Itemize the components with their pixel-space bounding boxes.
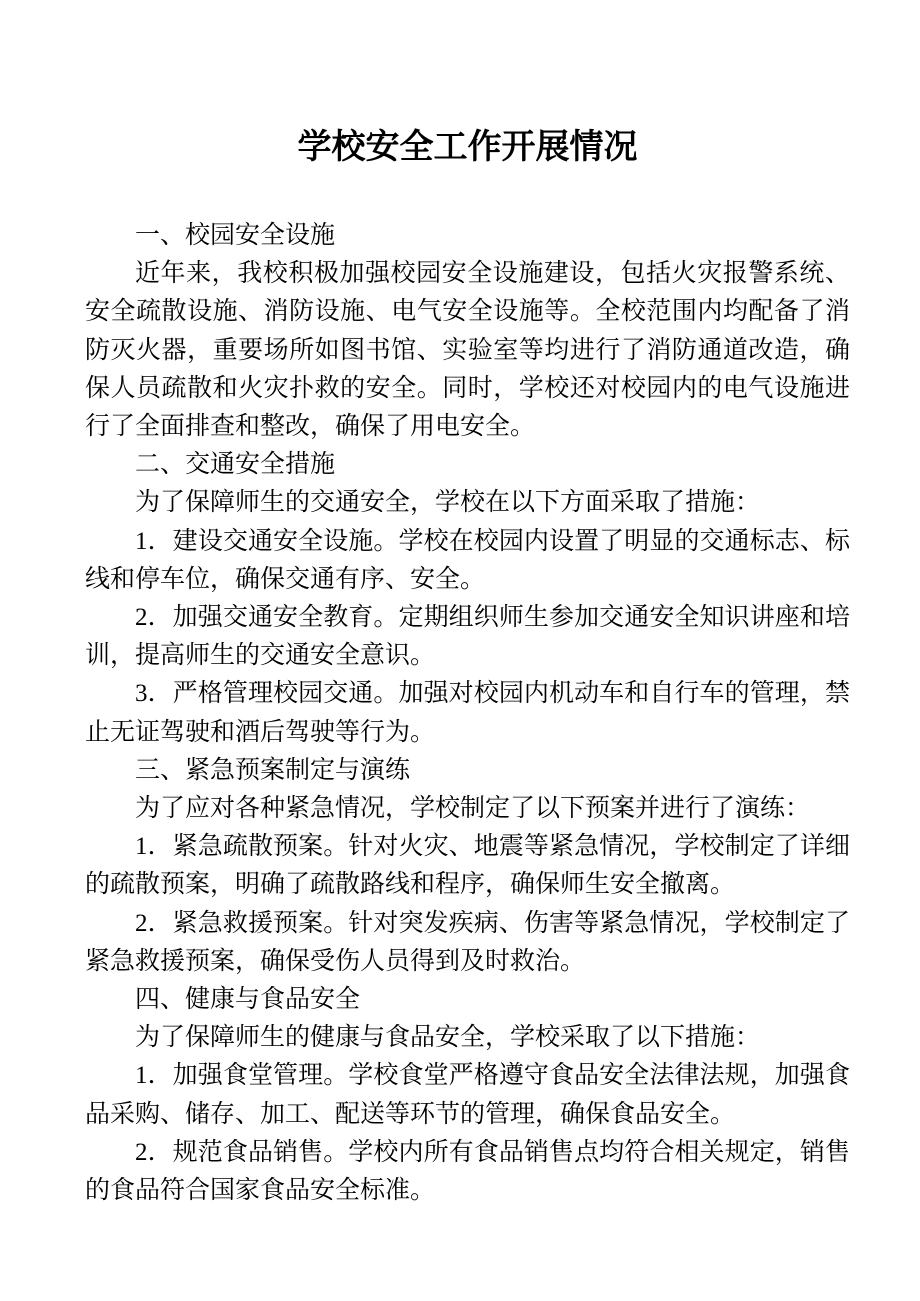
paragraph: 2．规范食品销售。学校内所有食品销售点均符合相关规定，销售的食品符合国家食品安全标准。 [85, 1138, 850, 1205]
paragraph: 1．紧急疏散预案。针对火灾、地震等紧急情况，学校制定了详细的疏散预案，明确了疏散路线和程序，确保师生安全撤离。 [85, 833, 850, 899]
section-heading: 三、紧急预案制定与演练 [135, 756, 411, 784]
document-content [85, 126, 850, 1210]
paragraph: 2．加强交通安全教育。定期组织师生参加交通安全知识讲座和培训，提高师生的交通安全意识。 [85, 604, 850, 670]
document-body [85, 217, 850, 1210]
paragraph: 为了应对各种紧急情况，学校制定了以下预案并进行了演练： [135, 795, 811, 823]
section-heading: 二、交通安全措施 [135, 451, 336, 479]
document-title: 学校安全工作开展情况 [297, 128, 638, 166]
paragraph: 3．严格管理校园交通。加强对校园内机动车和自行车的管理，禁止无证驾驶和酒后驾驶等行为。 [85, 680, 850, 746]
paragraph: 近年来，我校积极加强校园安全设施建设，包括火灾报警系统、安全疏散设施、消防设施、电气安全设施等。全校范围内均配备了消防灭火器，重要场所如图书馆、实验室等均进行了消防通道改造，确保人员疏散和火灾扑救的安全。同时，学校还对校园内的电气设施进行了全面排查和整改，确保了用电安全。 [85, 260, 850, 441]
paragraph: 为了保障师生的健康与食品安全，学校采取了以下措施： [135, 1024, 761, 1052]
section-heading: 四、健康与食品安全 [135, 986, 361, 1014]
paragraph: 1．加强食堂管理。学校食堂严格遵守食品安全法律法规，加强食品采购、储存、加工、配送等环节的管理，确保食品安全。 [85, 1062, 850, 1128]
paragraph: 为了保障师生的交通安全，学校在以下方面采取了措施： [135, 489, 761, 517]
paragraph: 1．建设交通安全设施。学校在校园内设置了明显的交通标志、标线和停车位，确保交通有序、安全。 [85, 527, 850, 593]
paragraph: 2．紧急救援预案。针对突发疾病、伤害等紧急情况，学校制定了紧急救援预案，确保受伤人员得到及时救治。 [85, 909, 850, 975]
section-heading: 一、校园安全设施 [135, 222, 336, 249]
